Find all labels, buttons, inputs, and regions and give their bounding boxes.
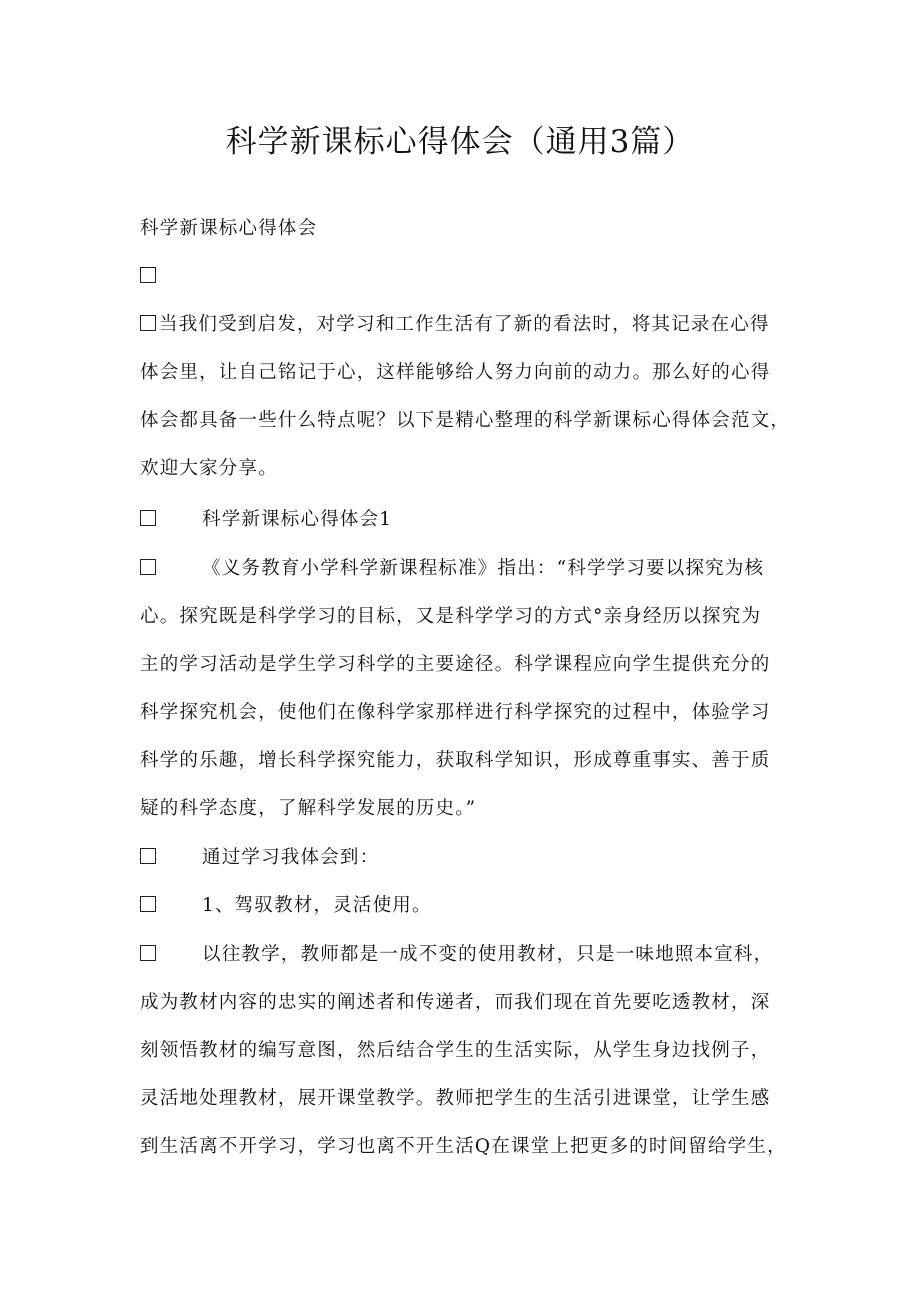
checkbox-placeholder-icon: [140, 510, 156, 526]
body-paragraph: [140, 931, 800, 1171]
checkbox-placeholder-icon: [140, 315, 156, 331]
section-heading: 科学新课标心得体会1: [140, 496, 800, 544]
subtitle: 科学新课标心得体会: [140, 218, 318, 239]
body-line: 到生活离不开学习，学习也离不开生活Q在课堂上把更多的时间留给学生，: [140, 1136, 787, 1157]
checkbox-placeholder-icon: [140, 848, 156, 864]
quote-line: 疑的科学态度，了解科学发展的历史。”: [140, 798, 477, 819]
checkbox-placeholder-icon: [140, 945, 156, 961]
quote-line: 主的学习活动是学生学习科学的主要途径。科学课程应向学生提供充分的: [140, 654, 771, 675]
quote-line: 《义务教育小学科学新课程标准》指出：“科学学习要以探究为核: [140, 545, 800, 593]
checkbox-placeholder-icon: [140, 896, 156, 912]
quote-line: 科学探究机会，使他们在像科学家那样进行科学探究的过程中，体验学习: [140, 702, 771, 723]
point-heading: 1、驾驭教材，灵活使用。: [140, 882, 800, 930]
body-line: 灵活地处理教材，展开课堂教学。教师把学生的生活引进课堂，让学生感: [140, 1088, 771, 1109]
body-line: 成为教材内容的忠实的阐述者和传递者，而我们现在首先要吃透教材，深: [140, 992, 771, 1013]
quote-line: 心。探究既是科学学习的目标，又是科学学习的方式°亲身经历以探究为: [140, 606, 762, 627]
intro-line: 体会都具备一些什么特点呢？以下是精心整理的科学新课标心得体会范文，: [140, 410, 791, 431]
document-title: 科学新课标心得体会（通用3篇）: [225, 124, 695, 160]
body-line: 刻领悟教材的编写意图，然后结合学生的生活实际，从学生身边找例子，: [140, 1040, 771, 1061]
intro-line: 当我们受到启发，对学习和工作生活有了新的看法时，将其记录在心得: [140, 301, 800, 349]
learned-paragraph: 通过学习我体会到：: [140, 834, 800, 882]
checkbox-placeholder-icon: [140, 559, 156, 575]
empty-paragraph: [140, 253, 800, 301]
quote-line: 科学的乐趣，增长科学探究能力，获取科学知识，形成尊重事实、善于质: [140, 750, 771, 771]
checkbox-placeholder-icon: [140, 267, 156, 283]
quote-paragraph: [140, 545, 800, 833]
intro-line: 体会里，让自己铭记于心，这样能够给人努力向前的动力。那么好的心得: [140, 362, 771, 383]
body-line: 以往教学，教师都是一成不变的使用教材，只是一味地照本宣科，: [140, 931, 800, 979]
intro-paragraph: [140, 301, 800, 493]
intro-line: 欢迎大家分享。: [140, 458, 278, 479]
